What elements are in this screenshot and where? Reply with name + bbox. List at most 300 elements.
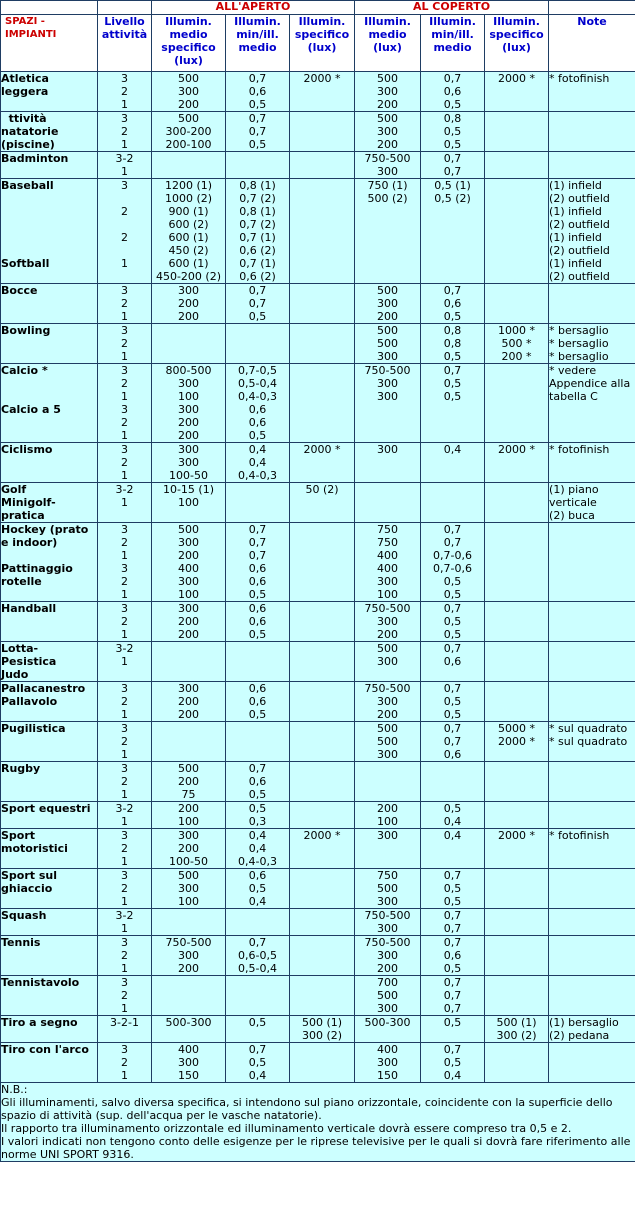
indoor-specifico-cell: [485, 802, 549, 829]
indoor-minill-cell-text: 0,7 0,6: [443, 642, 462, 668]
outdoor-specifico-cell: [290, 284, 355, 324]
table-row: [1, 112, 635, 152]
note-cell: [549, 602, 635, 642]
sport-name-text: Sport sul ghiaccio: [1, 869, 58, 895]
indoor-minill-cell: [421, 642, 485, 682]
outdoor-minill-cell-text: 0,6 0,6 0,5: [248, 602, 267, 641]
note-cell-text: * sul quadrato * sul quadrato: [549, 722, 628, 748]
indoor-minill-cell: [421, 284, 485, 324]
table-body: [1, 72, 635, 1083]
level-cell-text: 3 2 1: [121, 762, 128, 801]
note-cell: [549, 936, 635, 976]
note-cell: [549, 869, 635, 909]
outdoor-specifico-cell-text: 2000 *: [303, 72, 341, 85]
outdoor-medio-cell-text: 500 300 200: [178, 72, 199, 111]
outdoor-specifico-cell: [290, 976, 355, 1016]
indoor-medio-cell: [355, 112, 421, 152]
indoor-medio-cell: [355, 976, 421, 1016]
table-row: [1, 829, 635, 869]
outdoor-minill-cell: [226, 324, 290, 364]
outdoor-minill-cell: [226, 682, 290, 722]
outdoor-medio-cell: [152, 364, 226, 443]
outdoor-medio-cell-text: 1200 (1) 1000 (2) 900 (1) 600 (2) 600 (1) 450 (2) 600 (1) 450-200 (2): [155, 179, 222, 283]
indoor-minill-cell-text: 0,7 0,7 0,6: [443, 722, 462, 761]
table-row: [1, 936, 635, 976]
sport-name-text: Rugby: [1, 762, 41, 775]
level-cell-text: 3-2-1: [110, 1016, 139, 1029]
note-cell: [549, 682, 635, 722]
indoor-medio-cell: [355, 829, 421, 869]
indoor-minill-cell-text: 0,7 0,5 0,5: [443, 682, 462, 721]
outdoor-medio-cell: [152, 829, 226, 869]
outdoor-minill-cell: [226, 284, 290, 324]
outdoor-medio-cell-text: 500 200 75: [178, 762, 199, 801]
outdoor-medio-cell-text: 300 200 200: [178, 602, 199, 641]
indoor-minill-cell: [421, 443, 485, 483]
outdoor-specifico-cell: [290, 179, 355, 284]
outdoor-specifico-cell: [290, 829, 355, 869]
outdoor-minill-cell-text: 0,7 0,5 0,4: [248, 1043, 267, 1082]
indoor-medio-cell: [355, 523, 421, 602]
outdoor-medio-cell: [152, 483, 226, 523]
sport-name-text: Lotta- Pesistica Judo: [1, 642, 57, 681]
outdoor-medio-cell-text: 300 200 200: [178, 682, 199, 721]
outdoor-medio-cell: [152, 523, 226, 602]
sport-name-text: Tiro con l'arco: [1, 1043, 89, 1056]
outdoor-specifico-cell: [290, 909, 355, 936]
outdoor-minill-cell-text: 0,5 0,3: [248, 802, 267, 828]
outdoor-specifico-cell: [290, 642, 355, 682]
indoor-minill-cell: [421, 869, 485, 909]
outdoor-specifico-cell: [290, 483, 355, 523]
table-row: [1, 909, 635, 936]
outdoor-specifico-cell: [290, 523, 355, 602]
indoor-medio-cell-text: 750 500 300: [377, 869, 399, 908]
group-indoor-header: AL COPERTO: [355, 1, 549, 15]
indoor-minill-cell-text: 0,7 0,7 0,7-0,6 0,7-0,6 0,5 0,5: [433, 523, 473, 601]
outdoor-minill-cell-text: 0,7-0,5 0,5-0,4 0,4-0,3 0,6 0,6 0,5: [238, 364, 277, 442]
outdoor-minill-cell: [226, 802, 290, 829]
outdoor-specifico-cell-text: 2000 *: [303, 829, 341, 842]
indoor-specifico-cell: [485, 179, 549, 284]
outdoor-medio-cell: [152, 112, 226, 152]
indoor-minill-cell: [421, 829, 485, 869]
sport-name: [1, 722, 98, 762]
outdoor-minill-cell: [226, 364, 290, 443]
table-row: [1, 72, 635, 112]
indoor-specifico-cell: [485, 909, 549, 936]
sport-name-text: Bocce: [1, 284, 38, 297]
outdoor-minill-cell: [226, 976, 290, 1016]
outdoor-medio-cell: [152, 602, 226, 642]
table-row: [1, 523, 635, 602]
indoor-medio-cell-text: 400 300 150: [377, 1043, 399, 1082]
indoor-minill-cell-text: 0,5: [443, 1016, 462, 1029]
indoor-specifico-cell: [485, 112, 549, 152]
outdoor-minill-cell-text: 0,5: [248, 1016, 267, 1029]
indoor-medio-cell-text: 750 750 400 400 300 100: [377, 523, 399, 601]
indoor-specifico-cell: [485, 72, 549, 112]
outdoor-minill-cell: [226, 829, 290, 869]
sport-name-text: Atletica leggera: [1, 72, 49, 98]
indoor-specifico-cell: [485, 936, 549, 976]
outdoor-medio-cell-text: 500 300 200 400 300 100: [178, 523, 199, 601]
table-row: [1, 642, 635, 682]
indoor-medio-cell-text: 750-500 300 300: [364, 364, 411, 403]
indoor-specifico-cell: [485, 443, 549, 483]
indoor-medio-cell: [355, 483, 421, 523]
note-cell-text: (1) infield (2) outfield (1) infield (2) outfield (1) infield (2) outfield (1) infield (2) outfield: [549, 179, 610, 283]
col-header-outdoor-medio: Illumin. medio specifico (lux): [152, 15, 226, 72]
indoor-minill-cell: [421, 762, 485, 802]
note-cell-text: (1) piano verticale (2) buca: [549, 483, 599, 522]
sport-name-text: Bowling: [1, 324, 51, 337]
outdoor-medio-cell-text: 500 300-200 200-100: [165, 112, 212, 151]
indoor-specifico-cell: [485, 976, 549, 1016]
indoor-specifico-cell-text: 2000 *: [498, 829, 536, 842]
indoor-minill-cell: [421, 936, 485, 976]
group-outdoor-header: ALL'APERTO: [152, 1, 355, 15]
table-row: [1, 364, 635, 443]
indoor-minill-cell-text: 0,7 0,7: [443, 152, 462, 178]
indoor-medio-cell: [355, 642, 421, 682]
outdoor-minill-cell: [226, 909, 290, 936]
indoor-medio-cell: [355, 936, 421, 976]
outdoor-medio-cell: [152, 869, 226, 909]
sport-name-text: Calcio * Calcio a 5: [1, 364, 61, 416]
level-cell: [98, 1016, 152, 1043]
col-header-indoor-minill: Illumin. min/ill. medio: [421, 15, 485, 72]
outdoor-minill-cell: [226, 869, 290, 909]
level-cell-text: 3 2 1 3 2 1: [121, 364, 128, 442]
indoor-medio-cell: [355, 762, 421, 802]
outdoor-minill-cell: [226, 762, 290, 802]
col-header-indoor-specifico: Illumin. specifico (lux): [485, 15, 549, 72]
outdoor-medio-cell-text: 500-300: [165, 1016, 212, 1029]
level-cell: [98, 179, 152, 284]
note-cell: [549, 642, 635, 682]
outdoor-specifico-cell: [290, 722, 355, 762]
outdoor-minill-cell: [226, 443, 290, 483]
outdoor-minill-cell-text: 0,6 0,5 0,4: [248, 869, 267, 908]
indoor-medio-cell: [355, 602, 421, 642]
outdoor-specifico-cell: [290, 1016, 355, 1043]
sport-name: [1, 682, 98, 722]
level-cell-text: 3 2 1: [121, 284, 128, 323]
outdoor-minill-cell-text: 0,7 0,7 0,5: [248, 284, 267, 323]
header-spacer: [98, 1, 152, 15]
indoor-minill-cell-text: 0,7 0,5 0,5: [443, 869, 462, 908]
sport-name: [1, 443, 98, 483]
table-row: [1, 284, 635, 324]
indoor-medio-cell-text: 300: [377, 829, 399, 842]
outdoor-specifico-cell: [290, 802, 355, 829]
level-cell: [98, 443, 152, 483]
sport-name: [1, 976, 98, 1016]
footer-row: [1, 1083, 635, 1162]
level-cell: [98, 72, 152, 112]
indoor-medio-cell-text: 500 300 200: [377, 284, 399, 323]
outdoor-medio-cell-text: 300 200 100-50: [169, 829, 208, 868]
outdoor-medio-cell: [152, 1016, 226, 1043]
indoor-medio-cell-text: 750-500 300: [364, 909, 411, 935]
indoor-minill-cell-text: 0,7 0,7 0,7: [443, 976, 462, 1015]
level-cell-text: 3 2 1: [121, 602, 128, 641]
indoor-specifico-cell: [485, 829, 549, 869]
indoor-medio-cell-text: 700 500 300: [377, 976, 399, 1015]
indoor-specifico-cell-text: 2000 *: [498, 443, 536, 456]
indoor-minill-cell: [421, 602, 485, 642]
outdoor-minill-cell: [226, 152, 290, 179]
note-cell: [549, 722, 635, 762]
sport-name: [1, 802, 98, 829]
col-header-outdoor-specifico: Illumin. specifico (lux): [290, 15, 355, 72]
level-cell: [98, 523, 152, 602]
level-cell: [98, 829, 152, 869]
outdoor-minill-cell: [226, 72, 290, 112]
table-row: [1, 682, 635, 722]
note-cell: [549, 152, 635, 179]
indoor-medio-cell-text: 500-300: [364, 1016, 411, 1029]
indoor-medio-cell-text: 500 500 300: [377, 324, 399, 363]
table-row: [1, 802, 635, 829]
level-cell: [98, 682, 152, 722]
indoor-minill-cell: [421, 976, 485, 1016]
outdoor-specifico-cell: [290, 602, 355, 642]
outdoor-minill-cell: [226, 179, 290, 284]
indoor-medio-cell-text: 500 300 200: [377, 72, 399, 111]
indoor-specifico-cell-text: 2000 *: [498, 72, 536, 85]
indoor-medio-cell: [355, 324, 421, 364]
outdoor-medio-cell: [152, 642, 226, 682]
indoor-medio-cell: [355, 364, 421, 443]
indoor-minill-cell: [421, 722, 485, 762]
indoor-minill-cell: [421, 1016, 485, 1043]
col-header-livello: Livello attività: [98, 15, 152, 72]
indoor-medio-cell: [355, 1016, 421, 1043]
outdoor-minill-cell: [226, 1016, 290, 1043]
level-cell-text: 3-2 1: [115, 483, 134, 509]
level-cell: [98, 976, 152, 1016]
header-spacer: [1, 1, 98, 15]
outdoor-minill-cell-text: 0,6 0,6 0,5: [248, 682, 267, 721]
level-cell-text: 3-2 1: [115, 909, 134, 935]
indoor-specifico-cell: [485, 722, 549, 762]
indoor-minill-cell-text: 0,7 0,7: [443, 909, 462, 935]
level-cell-text: 3 2 1: [121, 722, 128, 761]
table-row: [1, 152, 635, 179]
group-header-row: [1, 1, 635, 15]
table-row: [1, 869, 635, 909]
outdoor-medio-cell: [152, 682, 226, 722]
outdoor-medio-cell-text: 10-15 (1) 100: [162, 483, 215, 509]
indoor-specifico-cell-text: 1000 * 500 * 200 *: [498, 324, 536, 363]
outdoor-specifico-cell: [290, 324, 355, 364]
level-cell: [98, 112, 152, 152]
outdoor-specifico-cell: [290, 682, 355, 722]
outdoor-minill-cell-text: 0,4 0,4 0,4-0,3: [238, 829, 277, 868]
outdoor-minill-cell: [226, 523, 290, 602]
outdoor-medio-cell: [152, 324, 226, 364]
indoor-minill-cell: [421, 324, 485, 364]
indoor-minill-cell: [421, 802, 485, 829]
outdoor-medio-cell: [152, 443, 226, 483]
header-spacer: [549, 1, 635, 15]
outdoor-minill-cell-text: 0,8 (1) 0,7 (2) 0,8 (1) 0,7 (2) 0,7 (1) 0,6 (2) 0,7 (1) 0,6 (2): [239, 179, 276, 283]
outdoor-specifico-cell: [290, 1043, 355, 1083]
indoor-medio-cell: [355, 909, 421, 936]
sport-name: [1, 179, 98, 284]
outdoor-minill-cell: [226, 642, 290, 682]
note-cell: [549, 364, 635, 443]
indoor-medio-cell-text: 750-500 300 200: [364, 602, 411, 641]
indoor-medio-cell-text: 750-500 300 200: [364, 682, 411, 721]
outdoor-medio-cell: [152, 936, 226, 976]
indoor-medio-cell: [355, 284, 421, 324]
level-cell-text: 3 2 1: [121, 112, 128, 151]
outdoor-specifico-cell: [290, 443, 355, 483]
indoor-minill-cell: [421, 909, 485, 936]
table-row: [1, 443, 635, 483]
note-cell-text: * fotofinish: [549, 72, 610, 85]
table-row: [1, 762, 635, 802]
level-cell: [98, 642, 152, 682]
indoor-medio-cell-text: 750-500 300: [364, 152, 411, 178]
outdoor-specifico-cell: [290, 152, 355, 179]
note-cell: [549, 443, 635, 483]
level-cell: [98, 722, 152, 762]
level-cell-text: 3-2 1: [115, 642, 134, 668]
table-row: [1, 483, 635, 523]
level-cell: [98, 869, 152, 909]
col-header-spazi: SPAZI - IMPIANTI: [1, 15, 98, 72]
sport-name-text: Baseball Softball: [1, 179, 54, 270]
outdoor-minill-cell-text: 0,7 0,6 0,5: [248, 72, 267, 111]
outdoor-minill-cell-text: 0,7 0,7 0,7 0,6 0,6 0,5: [248, 523, 267, 601]
level-cell-text: 3 2 2 1: [121, 179, 128, 270]
indoor-specifico-cell: [485, 483, 549, 523]
indoor-minill-cell: [421, 1043, 485, 1083]
level-cell: [98, 324, 152, 364]
note-cell: [549, 762, 635, 802]
indoor-medio-cell-text: 500 300 200: [377, 112, 399, 151]
sport-name-text: ttività natatorie (piscine): [1, 112, 59, 151]
outdoor-minill-cell-text: 0,7 0,6 0,5: [248, 762, 267, 801]
note-cell: [549, 112, 635, 152]
indoor-medio-cell-text: 750-500 300 200: [364, 936, 411, 975]
outdoor-medio-cell-text: 300 200 200: [178, 284, 199, 323]
indoor-specifico-cell: [485, 523, 549, 602]
indoor-minill-cell-text: 0,7 0,6 0,5: [443, 284, 462, 323]
indoor-minill-cell: [421, 152, 485, 179]
indoor-minill-cell: [421, 112, 485, 152]
outdoor-specifico-cell: [290, 364, 355, 443]
sport-name-text: Sport equestri: [1, 802, 91, 815]
level-cell-text: 3 2 1: [121, 72, 128, 111]
indoor-minill-cell-text: 0,4: [443, 443, 462, 456]
table-row: [1, 602, 635, 642]
indoor-minill-cell-text: 0,5 0,4: [443, 802, 462, 828]
indoor-minill-cell: [421, 364, 485, 443]
indoor-minill-cell-text: 0,7 0,6 0,5: [443, 72, 462, 111]
outdoor-medio-cell: [152, 909, 226, 936]
sport-name: [1, 112, 98, 152]
outdoor-specifico-cell-text: 2000 *: [303, 443, 341, 456]
table-row: [1, 179, 635, 284]
level-cell: [98, 1043, 152, 1083]
note-cell-text: * vedere Appendice alla tabella C: [549, 364, 631, 403]
indoor-medio-cell-text: 500 300: [377, 642, 399, 668]
level-cell: [98, 152, 152, 179]
note-cell-text: (1) bersaglio (2) pedana: [549, 1016, 619, 1042]
level-cell-text: 3 2 1: [121, 324, 128, 363]
outdoor-specifico-cell-text: 50 (2): [305, 483, 339, 496]
outdoor-medio-cell: [152, 802, 226, 829]
outdoor-medio-cell: [152, 152, 226, 179]
indoor-medio-cell: [355, 1043, 421, 1083]
table-row: [1, 722, 635, 762]
indoor-specifico-cell: [485, 152, 549, 179]
level-cell-text: 3 2 1 3 2 1: [121, 523, 128, 601]
level-cell: [98, 936, 152, 976]
outdoor-specifico-cell: [290, 72, 355, 112]
outdoor-minill-cell: [226, 936, 290, 976]
indoor-minill-cell-text: 0,7 0,5 0,4: [443, 1043, 462, 1082]
col-header-outdoor-minill: Illumin. min/ill. medio: [226, 15, 290, 72]
note-cell-text: * bersaglio * bersaglio * bersaglio: [549, 324, 609, 363]
table-row: [1, 324, 635, 364]
indoor-minill-cell-text: 0,8 0,5 0,5: [443, 112, 462, 151]
outdoor-medio-cell: [152, 1043, 226, 1083]
sport-name-text: Tennistavolo: [1, 976, 80, 989]
sport-name-text: Sport motoristici: [1, 829, 68, 855]
indoor-minill-cell: [421, 179, 485, 284]
outdoor-minill-cell: [226, 722, 290, 762]
indoor-specifico-cell-text: 5000 * 2000 *: [498, 722, 536, 748]
outdoor-medio-cell-text: 800-500 300 100 300 200 200: [165, 364, 212, 442]
column-header-row: [1, 15, 635, 72]
note-cell: [549, 483, 635, 523]
sport-name: [1, 364, 98, 443]
sport-name: [1, 483, 98, 523]
indoor-medio-cell: [355, 802, 421, 829]
indoor-medio-cell-text: 750 (1) 500 (2): [367, 179, 408, 205]
indoor-minill-cell-text: 0,7 0,6 0,5: [443, 936, 462, 975]
level-cell: [98, 483, 152, 523]
note-cell: [549, 1043, 635, 1083]
indoor-medio-cell-text: 300: [377, 443, 399, 456]
sport-name-text: Ciclismo: [1, 443, 53, 456]
outdoor-medio-cell: [152, 976, 226, 1016]
col-header-note: Note: [549, 15, 635, 72]
table-row: [1, 1043, 635, 1083]
indoor-minill-cell: [421, 682, 485, 722]
outdoor-medio-cell: [152, 179, 226, 284]
indoor-specifico-cell: [485, 1043, 549, 1083]
outdoor-medio-cell-text: 750-500 300 200: [165, 936, 212, 975]
indoor-medio-cell: [355, 682, 421, 722]
sport-name: [1, 642, 98, 682]
outdoor-minill-cell-text: 0,4 0,4 0,4-0,3: [238, 443, 277, 482]
level-cell-text: 3-2 1: [115, 152, 134, 178]
indoor-minill-cell-text: 0,8 0,8 0,5: [443, 324, 462, 363]
outdoor-specifico-cell: [290, 936, 355, 976]
indoor-specifico-cell: [485, 682, 549, 722]
sport-name: [1, 523, 98, 602]
outdoor-medio-cell-text: 300 300 100-50: [169, 443, 208, 482]
sport-name-text: Squash: [1, 909, 47, 922]
indoor-medio-cell: [355, 152, 421, 179]
